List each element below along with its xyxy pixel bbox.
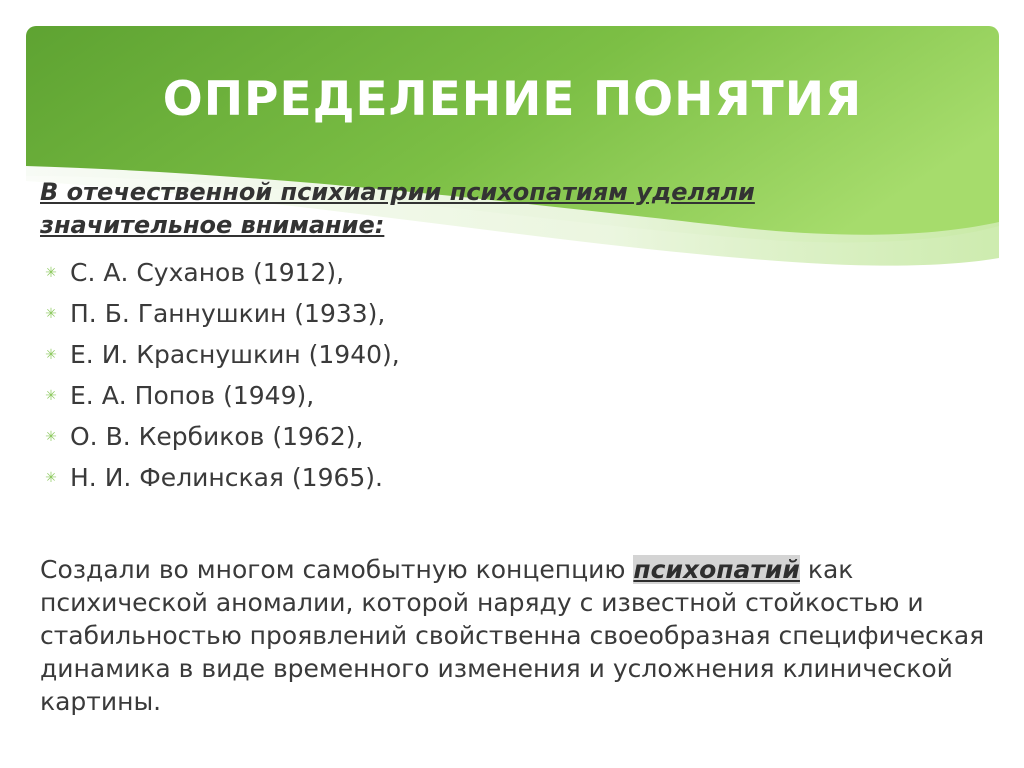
- header-wave-graphic: [26, 26, 999, 286]
- list-item-text: С. А. Суханов (1912),: [70, 258, 345, 287]
- header-band: [26, 26, 999, 286]
- list-item: [40, 334, 400, 375]
- list-item: [40, 375, 400, 416]
- asterisk-icon: ✳: [45, 346, 57, 363]
- bullet-list: [40, 252, 400, 498]
- conclusion-paragraph: [40, 553, 1000, 718]
- asterisk-icon: ✳: [45, 387, 57, 404]
- list-item-text: П. Б. Ганнушкин (1933),: [70, 299, 386, 328]
- asterisk-icon: ✳: [45, 305, 57, 322]
- list-item: [40, 416, 400, 457]
- list-item-text: Н. И. Фелинская (1965).: [70, 463, 383, 492]
- asterisk-icon: ✳: [45, 264, 57, 281]
- paragraph-text-end: как психической аномалии, которой наряду с известной стойкостью и стабильностью проявлений свойственна своеобразная специфическая динамика в виде временного изменения и усложнения клинической картины.: [40, 555, 985, 716]
- emphasized-term: психопатий: [633, 555, 800, 584]
- asterisk-icon: ✳: [45, 428, 57, 445]
- list-item: [40, 252, 400, 293]
- list-item: [40, 457, 400, 498]
- list-item-text: Е. И. Краснушкин (1940),: [70, 340, 400, 369]
- intro-text: В отечественной психиатрии психопатиям уделяли значительное внимание:: [40, 178, 755, 239]
- paragraph-text-start: Создали во многом самобытную концепцию: [40, 555, 634, 584]
- list-item: [40, 293, 400, 334]
- list-item-text: О. В. Кербиков (1962),: [70, 422, 364, 451]
- asterisk-icon: ✳: [45, 469, 57, 486]
- slide-title: ОПРЕДЕЛЕНИЕ ПОНЯТИЯ: [162, 72, 863, 127]
- list-item-text: Е. А. Попов (1949),: [70, 381, 315, 410]
